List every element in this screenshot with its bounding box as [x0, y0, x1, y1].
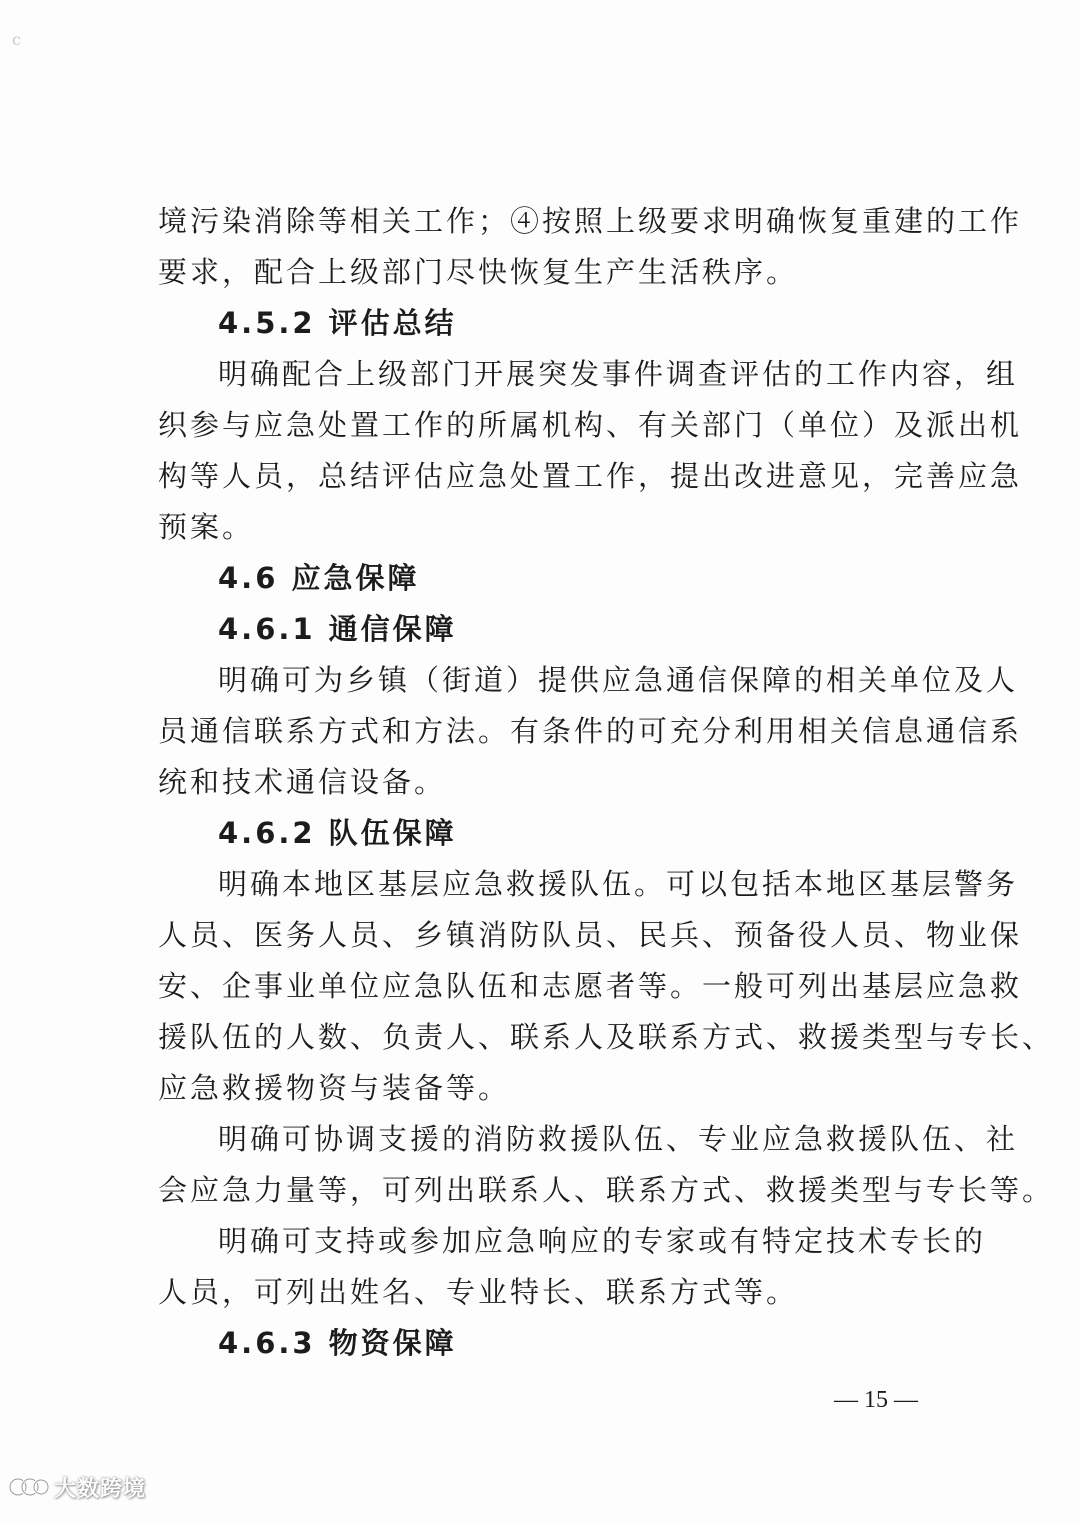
paragraph-line: 会应急力量等，可列出联系人、联系方式、救援类型与专长等。 — [158, 1173, 1055, 1207]
paragraph-line: 人员、医务人员、乡镇消防队员、民兵、预备役人员、物业保 — [158, 918, 1023, 952]
paragraph-line: 要求，配合上级部门尽快恢复生产生活秩序。 — [158, 255, 799, 289]
paragraph-line: 境污染消除等相关工作；④按照上级要求明确恢复重建的工作 — [158, 204, 1023, 238]
section-heading: 4.6.1 通信保障 — [218, 612, 457, 646]
section-heading: 4.5.2 评估总结 — [218, 306, 457, 340]
paragraph-line: 预案。 — [158, 510, 255, 544]
paragraph-line: 明确本地区基层应急救援队伍。可以包括本地区基层警务 — [218, 867, 1019, 901]
paragraph-line: 明确配合上级部门开展突发事件调查评估的工作内容，组 — [218, 357, 1019, 391]
section-heading: 4.6 应急保障 — [218, 561, 420, 595]
watermark-logo-icon — [8, 1475, 50, 1499]
page-number: — 15 — — [834, 1387, 918, 1413]
paragraph-line: 援队伍的人数、负责人、联系人及联系方式、救援类型与专长、 — [158, 1020, 1055, 1054]
paragraph-line: 安、企事业单位应急队伍和志愿者等。一般可列出基层应急救 — [158, 969, 1023, 1003]
paragraph-line: 应急救援物资与装备等。 — [158, 1071, 511, 1105]
paragraph-line: 明确可为乡镇（街道）提供应急通信保障的相关单位及人 — [218, 663, 1019, 697]
paragraph-line: 构等人员，总结评估应急处置工作，提出改进意见，完善应急 — [158, 459, 1023, 493]
paragraph-line: 人员，可列出姓名、专业特长、联系方式等。 — [158, 1275, 799, 1309]
paragraph-line: 员通信联系方式和方法。有条件的可充分利用相关信息通信系 — [158, 714, 1023, 748]
watermark — [8, 1472, 146, 1502]
paragraph-line: 统和技术通信设备。 — [158, 765, 447, 799]
paragraph-line: 明确可支持或参加应急响应的专家或有特定技术专长的 — [218, 1224, 987, 1258]
document-body — [158, 196, 1055, 1369]
section-heading: 4.6.2 队伍保障 — [218, 816, 457, 850]
watermark-text: 大数跨境 — [54, 1476, 147, 1502]
corner-mark: ⅽ — [12, 30, 21, 49]
section-heading: 4.6.3 物资保障 — [218, 1326, 457, 1360]
paragraph-line: 织参与应急处置工作的所属机构、有关部门（单位）及派出机 — [158, 408, 1023, 442]
paragraph-line: 明确可协调支援的消防救援队伍、专业应急救援队伍、社 — [218, 1122, 1019, 1156]
